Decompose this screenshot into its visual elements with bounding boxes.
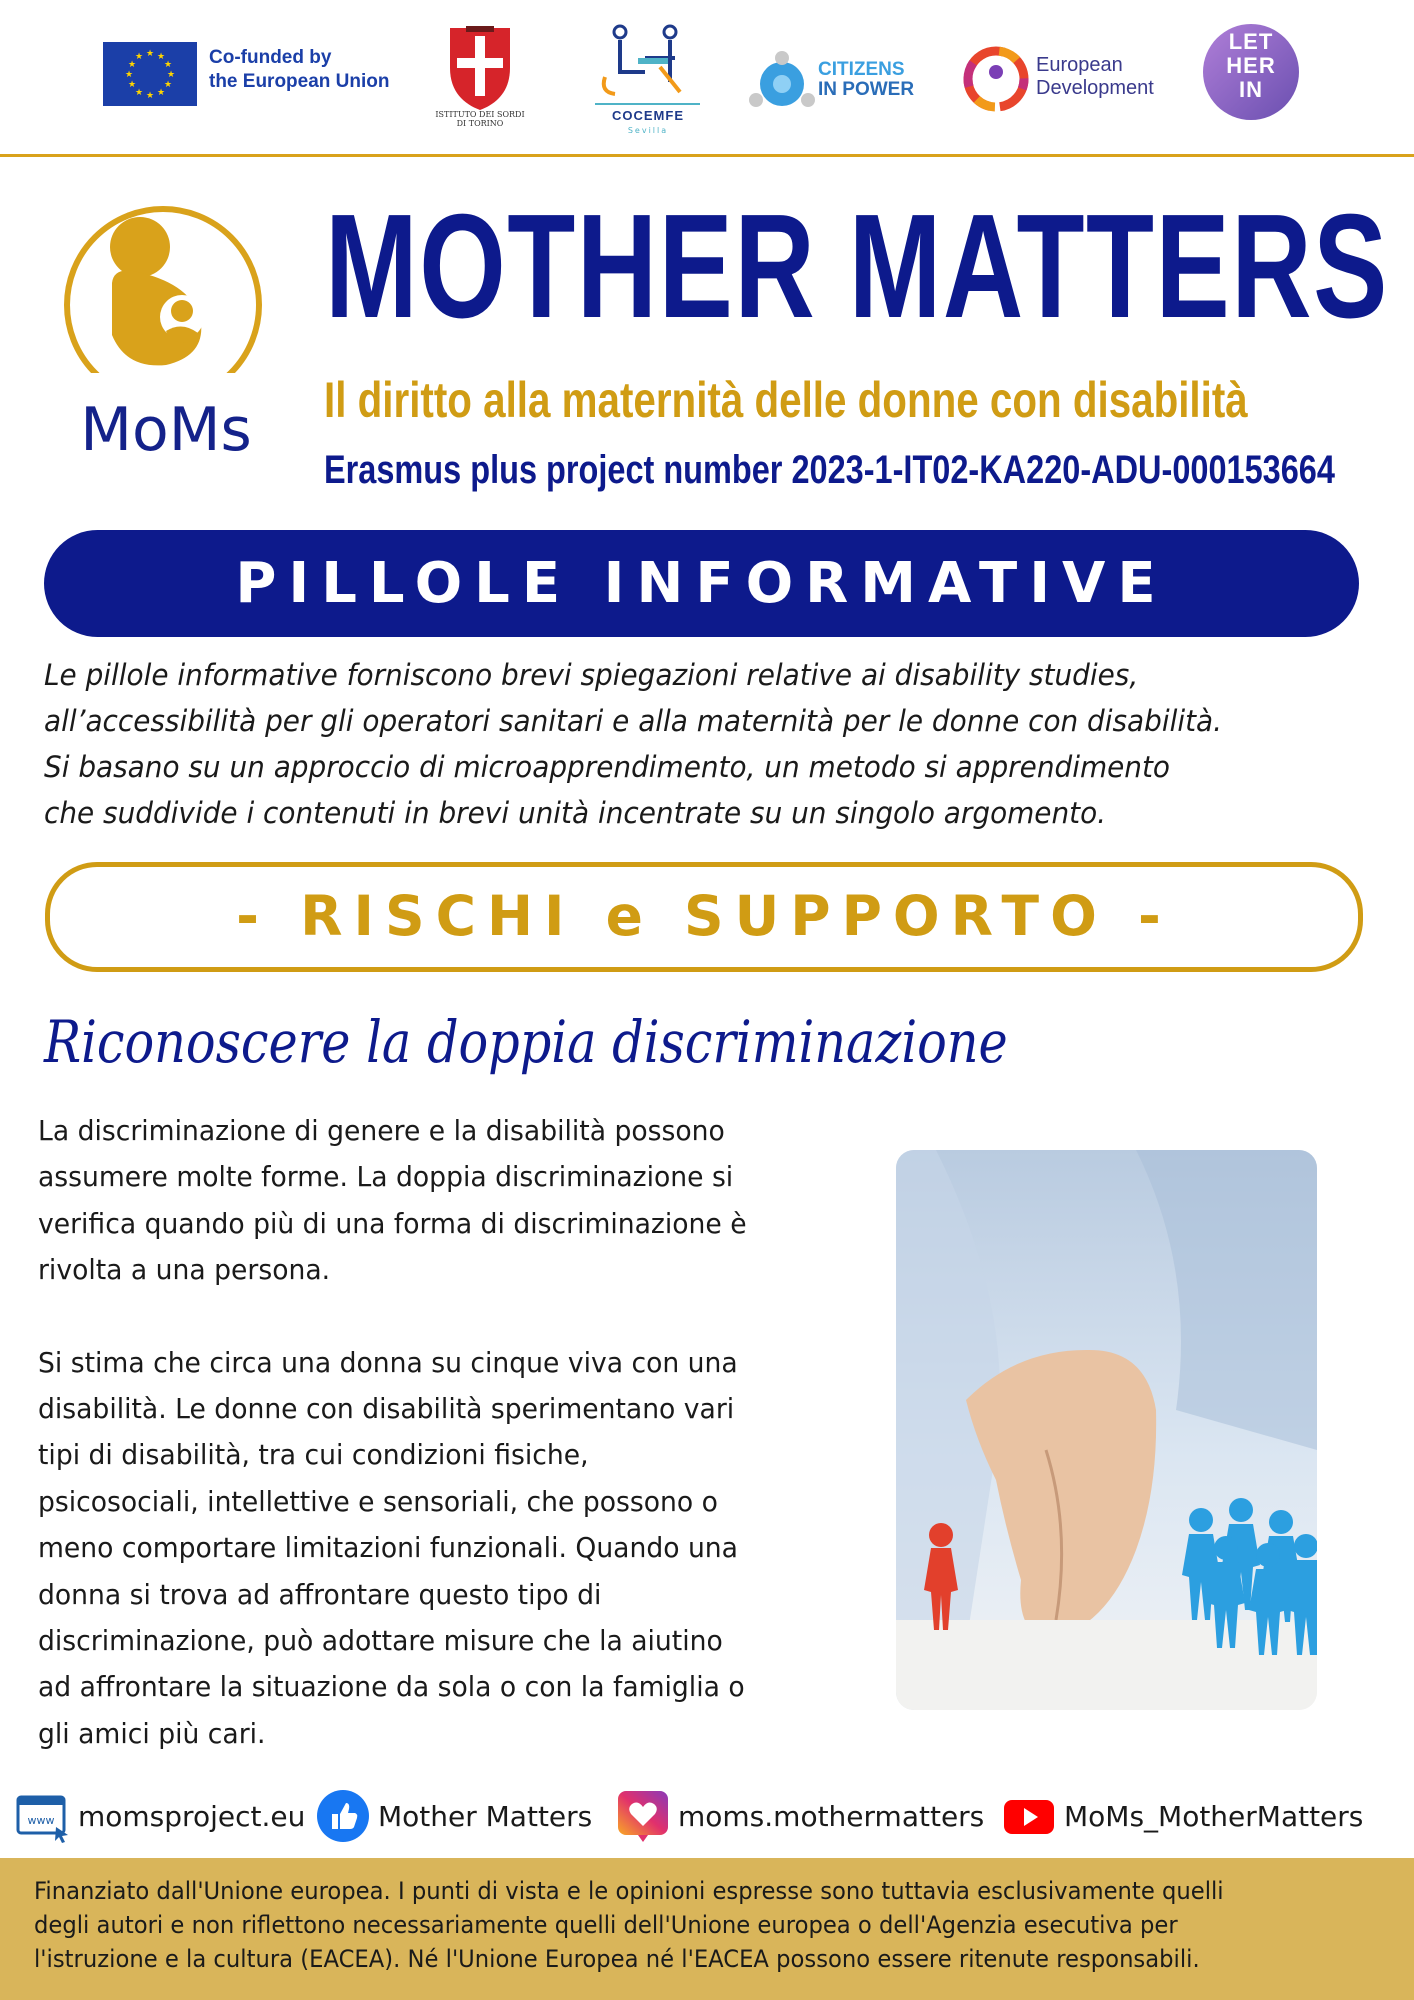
protective-hand-photo (896, 1150, 1317, 1710)
body-line: discriminazione, può adottare misure che la aiutino (38, 1624, 723, 1658)
svg-text:★: ★ (163, 60, 173, 70)
instagram-link[interactable] (616, 1788, 984, 1844)
body-line: ad affrontare la situazione da sola o con la famiglia o (38, 1670, 745, 1704)
svg-text:★: ★ (124, 70, 134, 80)
section-title: Riconoscere la doppia discriminazione (44, 1008, 1008, 1076)
moms-logo-text: MoMs (80, 395, 252, 465)
topic-banner-label: - RISCHI e SUPPORTO - (236, 884, 1172, 948)
svg-text:★: ★ (166, 70, 176, 80)
citizens-in-power-icon (742, 48, 822, 118)
svg-text:★: ★ (163, 80, 173, 90)
footer-line: l'istruzione e la cultura (EACEA). Né l'Unione Europea né l'EACEA possono essere ritenute responsabili. (34, 1945, 1200, 1973)
instagram-label: moms.mothermatters (678, 1799, 985, 1833)
body-line: assumere molte forme. La doppia discriminazione si (38, 1160, 734, 1194)
footer-line: degli autori e non riflettono necessariamente quelli dell'Unione europea o dell'Agenzia esecutiva per (34, 1911, 1178, 1939)
website-label: momsproject.eu (78, 1799, 306, 1833)
intro-line: che suddivide i contenuti in brevi unità incentrate su un singolo argomento. (44, 796, 1107, 830)
svg-text:★: ★ (134, 52, 144, 62)
body-line: meno comportare limitazioni funzionali. Quando una (38, 1531, 738, 1565)
facebook-like-icon (316, 1789, 370, 1843)
intro-line: all’accessibilità per gli operatori sanitari e alla maternità per le donne con disabilità. (44, 704, 1223, 738)
body-line: Si stima che circa una donna su cinque viva con una (38, 1345, 738, 1379)
website-link[interactable] (16, 1788, 305, 1844)
svg-text:★: ★ (156, 52, 166, 62)
svg-text:★: ★ (145, 91, 155, 101)
youtube-label: MoMs_MotherMatters (1064, 1799, 1364, 1833)
body-line: verifica quando più di una forma di discriminazione è (38, 1206, 747, 1240)
website-icon (16, 1789, 70, 1843)
youtube-link[interactable] (1002, 1788, 1363, 1844)
body-line: gli amici più cari. (38, 1716, 266, 1750)
european-development-label: European Development (1036, 54, 1154, 99)
torino-caption: ISTITUTO DEI SORDI DI TORINO (435, 110, 525, 128)
citizens-in-power-label: CITIZENS IN POWER (818, 59, 915, 100)
svg-text:★: ★ (145, 49, 155, 59)
page-subtitle: Il diritto alla maternità delle donne con disabilità (324, 372, 1248, 428)
cocemfe-subtitle: Sevilla (627, 126, 669, 135)
cocemfe-name: COCEMFE (612, 108, 684, 123)
youtube-icon (1002, 1789, 1056, 1843)
svg-text:★: ★ (134, 88, 144, 98)
instagram-heart-icon (616, 1789, 670, 1843)
header-divider (0, 154, 1414, 157)
page-title: MOTHER MATTERS (325, 184, 1389, 349)
pillole-banner-label: PILLOLE INFORMATIVE (235, 551, 1168, 616)
moms-logo-icon (62, 205, 264, 373)
footer-disclaimer-text (34, 1874, 1394, 1976)
body-line: rivolta a una persona. (38, 1253, 331, 1287)
eu-flag-icon (103, 42, 197, 106)
body-line: donna si trova ad affrontare questo tipo di (38, 1577, 602, 1611)
svg-text:★: ★ (127, 60, 137, 70)
european-development-icon (963, 46, 1029, 112)
body-line: disabilità. Le donne con disabilità sperimentano vari (38, 1392, 735, 1426)
footer-line: Finanziato dall'Unione europea. I punti di vista e le opinioni espresse sono tuttavia esclusivamente quelli (34, 1877, 1224, 1905)
body-text (38, 1108, 878, 1757)
facebook-label: Mother Matters (378, 1799, 593, 1833)
svg-text:www: www (27, 1814, 55, 1827)
body-line: tipi di disabilità, tra cui condizioni fisiche, (38, 1438, 589, 1472)
body-line: psicosociali, intellettive e sensoriali, che possono o (38, 1484, 718, 1518)
intro-paragraph (44, 652, 1374, 836)
svg-text:★: ★ (127, 80, 137, 90)
project-number: Erasmus plus project number 2023-1-IT02-KA220-ADU-000153664 (324, 448, 1335, 492)
intro-line: Le pillole informative forniscono brevi spiegazioni relative ai disability studies, (44, 658, 1139, 692)
body-line: La discriminazione di genere e la disabilità possono (38, 1114, 725, 1147)
eu-cofunded-label: Co-funded by the European Union (209, 47, 390, 92)
facebook-link[interactable] (316, 1788, 592, 1844)
intro-line: Si basano su un approccio di microapprendimento, un metodo si apprendimento (44, 750, 1170, 784)
svg-text:★: ★ (156, 88, 166, 98)
let-her-in-label: LET HER IN (1226, 29, 1276, 102)
